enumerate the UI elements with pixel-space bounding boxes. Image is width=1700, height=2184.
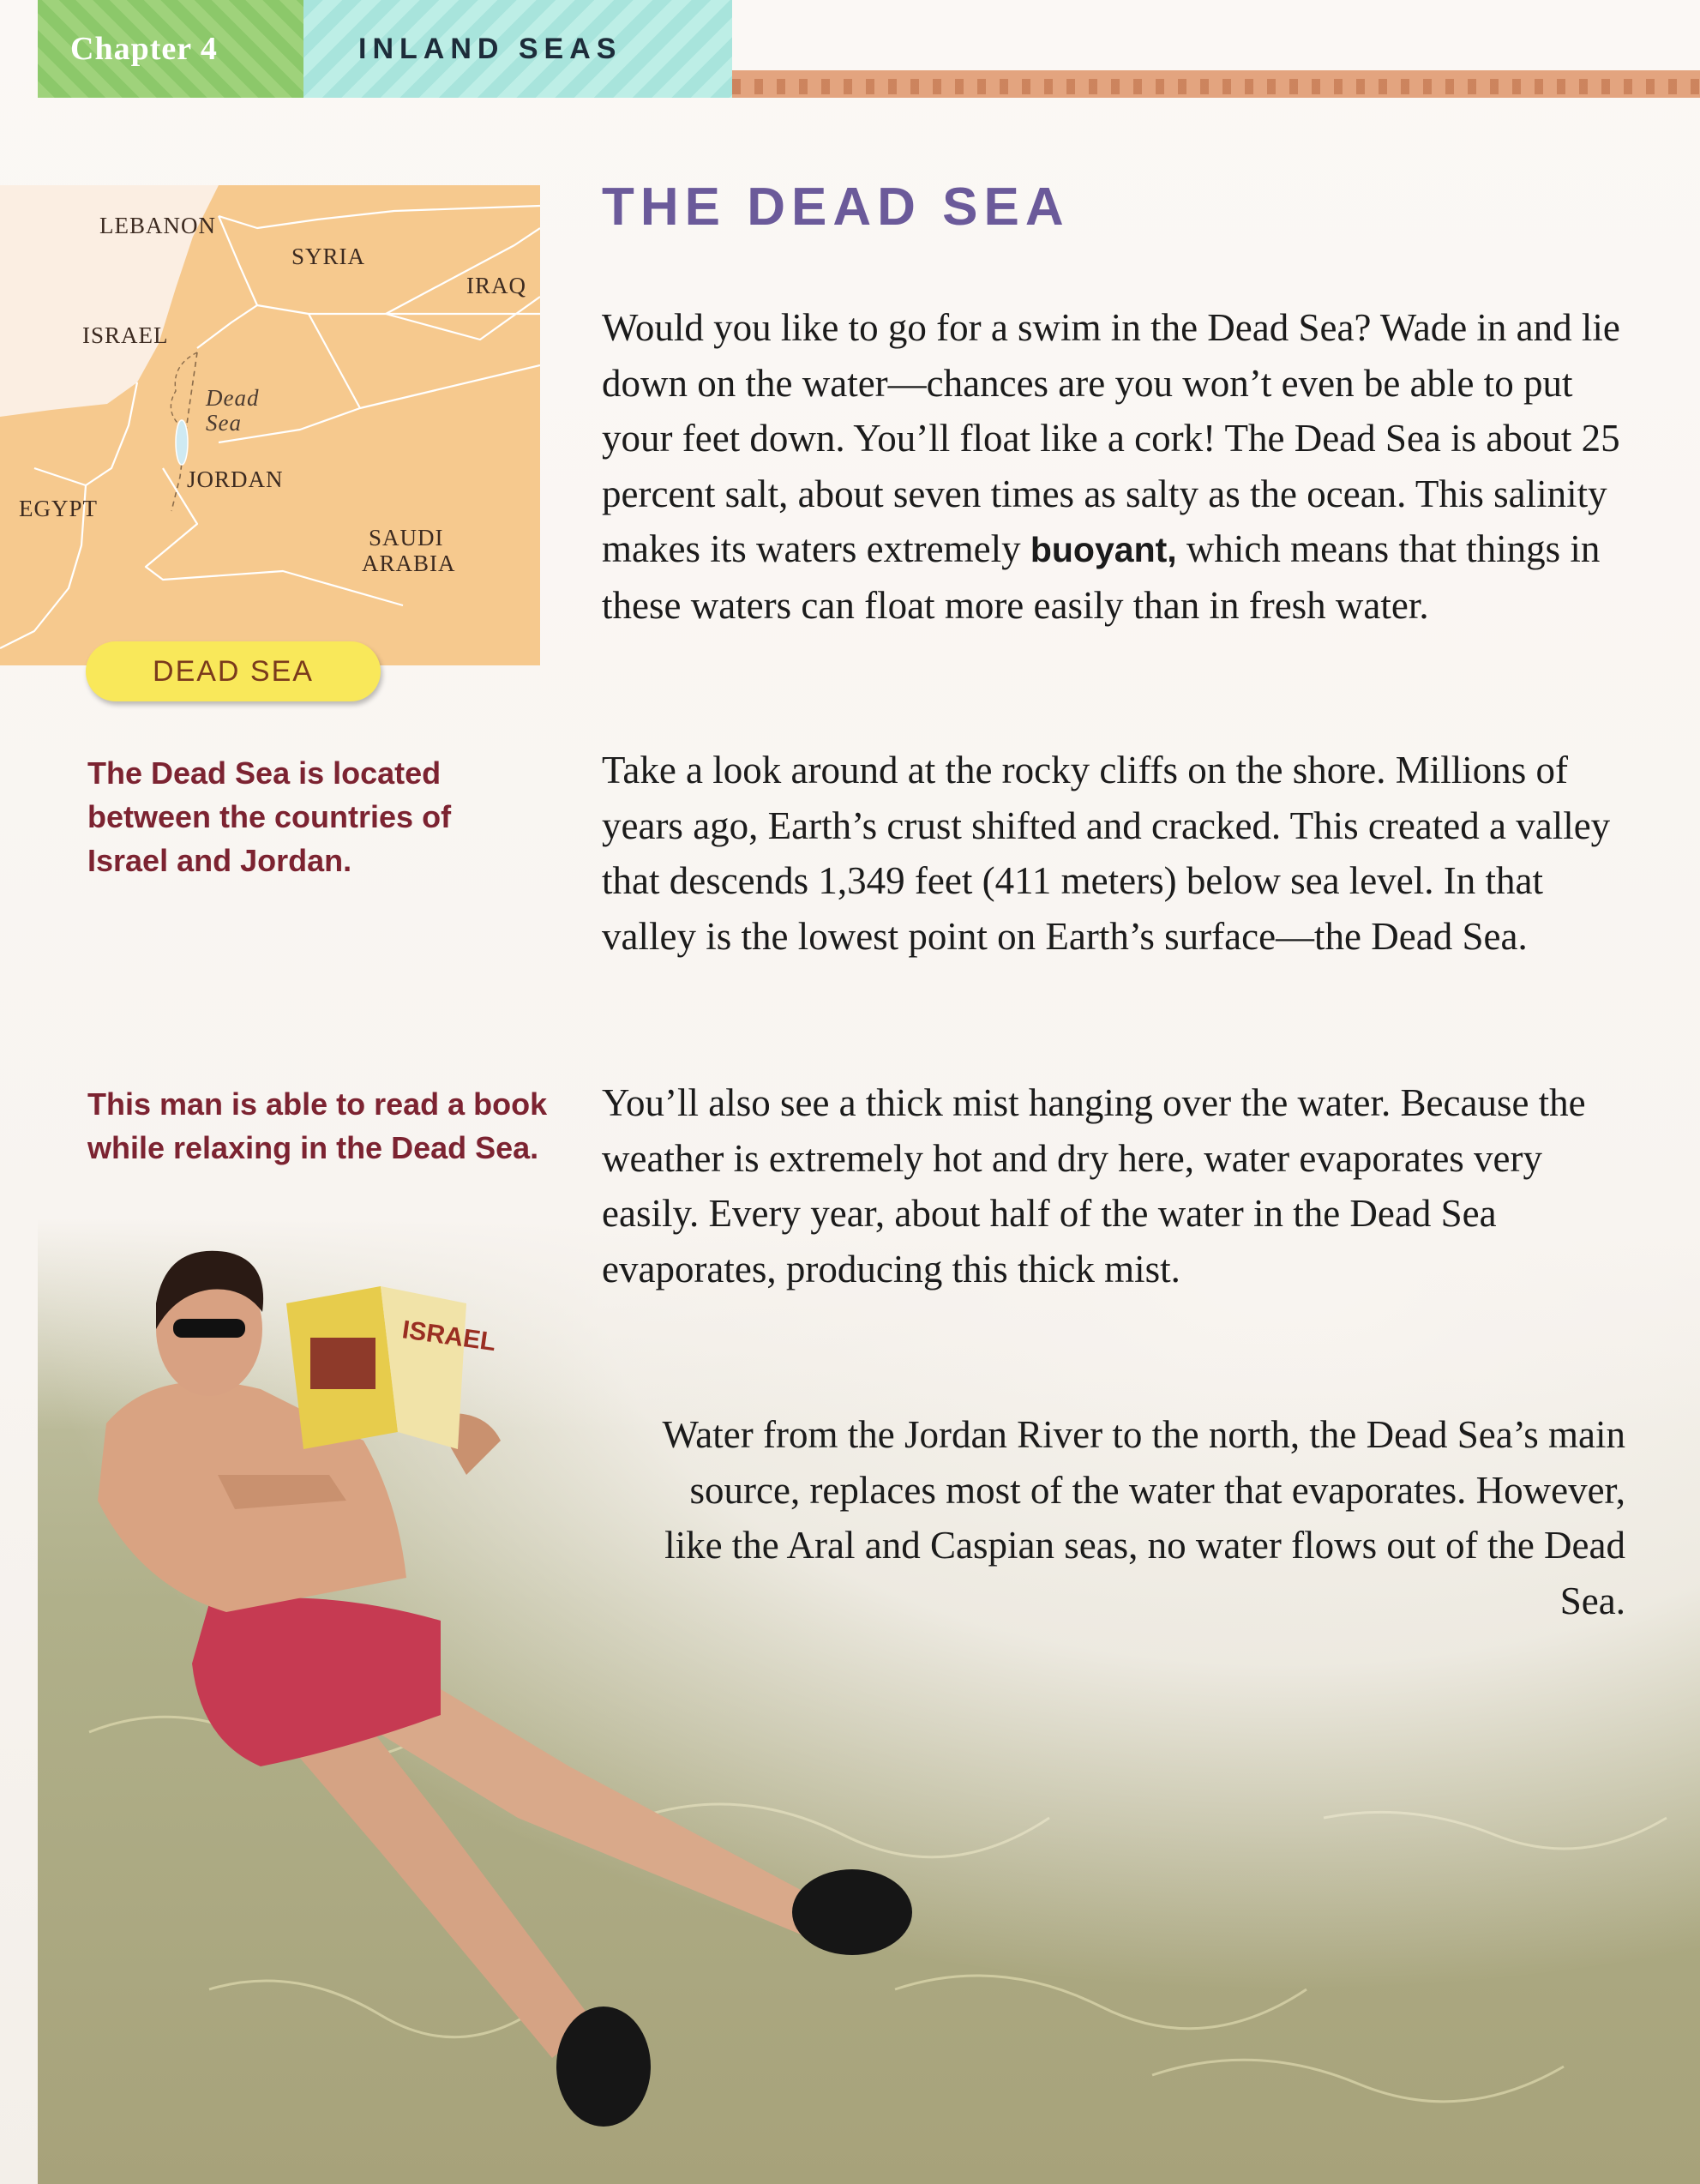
chapter-header <box>38 0 1700 98</box>
photo-caption: This man is able to read a book while relaxing in the Dead Sea. <box>87 1086 548 1165</box>
map-title: DEAD SEA <box>153 654 314 688</box>
map-label-dead-sea-line1: Dead <box>206 385 260 411</box>
floating-man-photo <box>38 1218 1700 2184</box>
dead-sea-map <box>0 185 540 665</box>
map-title-badge <box>86 641 381 701</box>
page-title: THE DEAD SEA <box>602 177 1070 237</box>
chapter-tab <box>38 0 303 98</box>
map-label-jordan: JORDAN <box>187 466 284 492</box>
article-paragraph-4: Water from the Jordan River to the north, the Dead Sea’s main source, replaces most of the water that evaporates. However, like the Aral and Caspian seas, no water flows out of the Dead Sea. <box>662 1413 1625 1622</box>
keyword-buoyant: buoyant, <box>1030 530 1177 569</box>
map-label-lebanon: LEBANON <box>99 213 216 238</box>
map-label-saudi-line2: ARABIA <box>362 551 456 576</box>
map-label-saudi-line1: SAUDI <box>369 525 444 551</box>
paragraph-1-text-end: which means that things in these waters can float more easily than in fresh water. <box>602 527 1601 627</box>
book-title: ISRAEL <box>400 1315 498 1357</box>
decorative-stripe-pattern <box>732 79 1700 94</box>
map-label-iraq: IRAQ <box>466 273 526 298</box>
section-label: INLAND SEAS <box>358 32 622 65</box>
article-paragraph-2: Take a look around at the rocky cliffs on the shore. Millions of years ago, Earth’s crust shifted and cracked. This created a valley that descends 1,349 feet (411 meters) below sea level. In that valley is the lowest point on Earth’s surface—the Dead Sea. <box>602 749 1611 958</box>
map-label-israel: ISRAEL <box>82 322 169 348</box>
map-caption: The Dead Sea is located between the countries of Israel and Jordan. <box>87 755 452 878</box>
paragraph-1-text: Would you like to go for a swim in the Dead Sea? Wade in and lie down on the water—chances are you won’t even be able to put your feet down. You’ll float like a cork! The Dead Sea is about 25 percent salt, about seven times as salty as the ocean. This salinity makes its waters extremely <box>602 306 1620 570</box>
section-tab <box>303 0 732 98</box>
map-label-egypt: EGYPT <box>19 496 98 521</box>
article-paragraph-1 <box>602 300 1631 633</box>
chapter-label: Chapter 4 <box>70 31 218 67</box>
article-paragraph-3: You’ll also see a thick mist hanging over the water. Because the weather is extremely hot and dry here, water evaporates very easily. Every year, about half of the water in the Dead Sea evaporates, producing this thick mist. <box>602 1081 1586 1291</box>
map-borders <box>0 185 540 665</box>
map-label-syria: SYRIA <box>291 244 366 269</box>
map-label-dead-sea-line2: Sea <box>206 410 242 436</box>
photo-illustration <box>38 1218 1700 2184</box>
